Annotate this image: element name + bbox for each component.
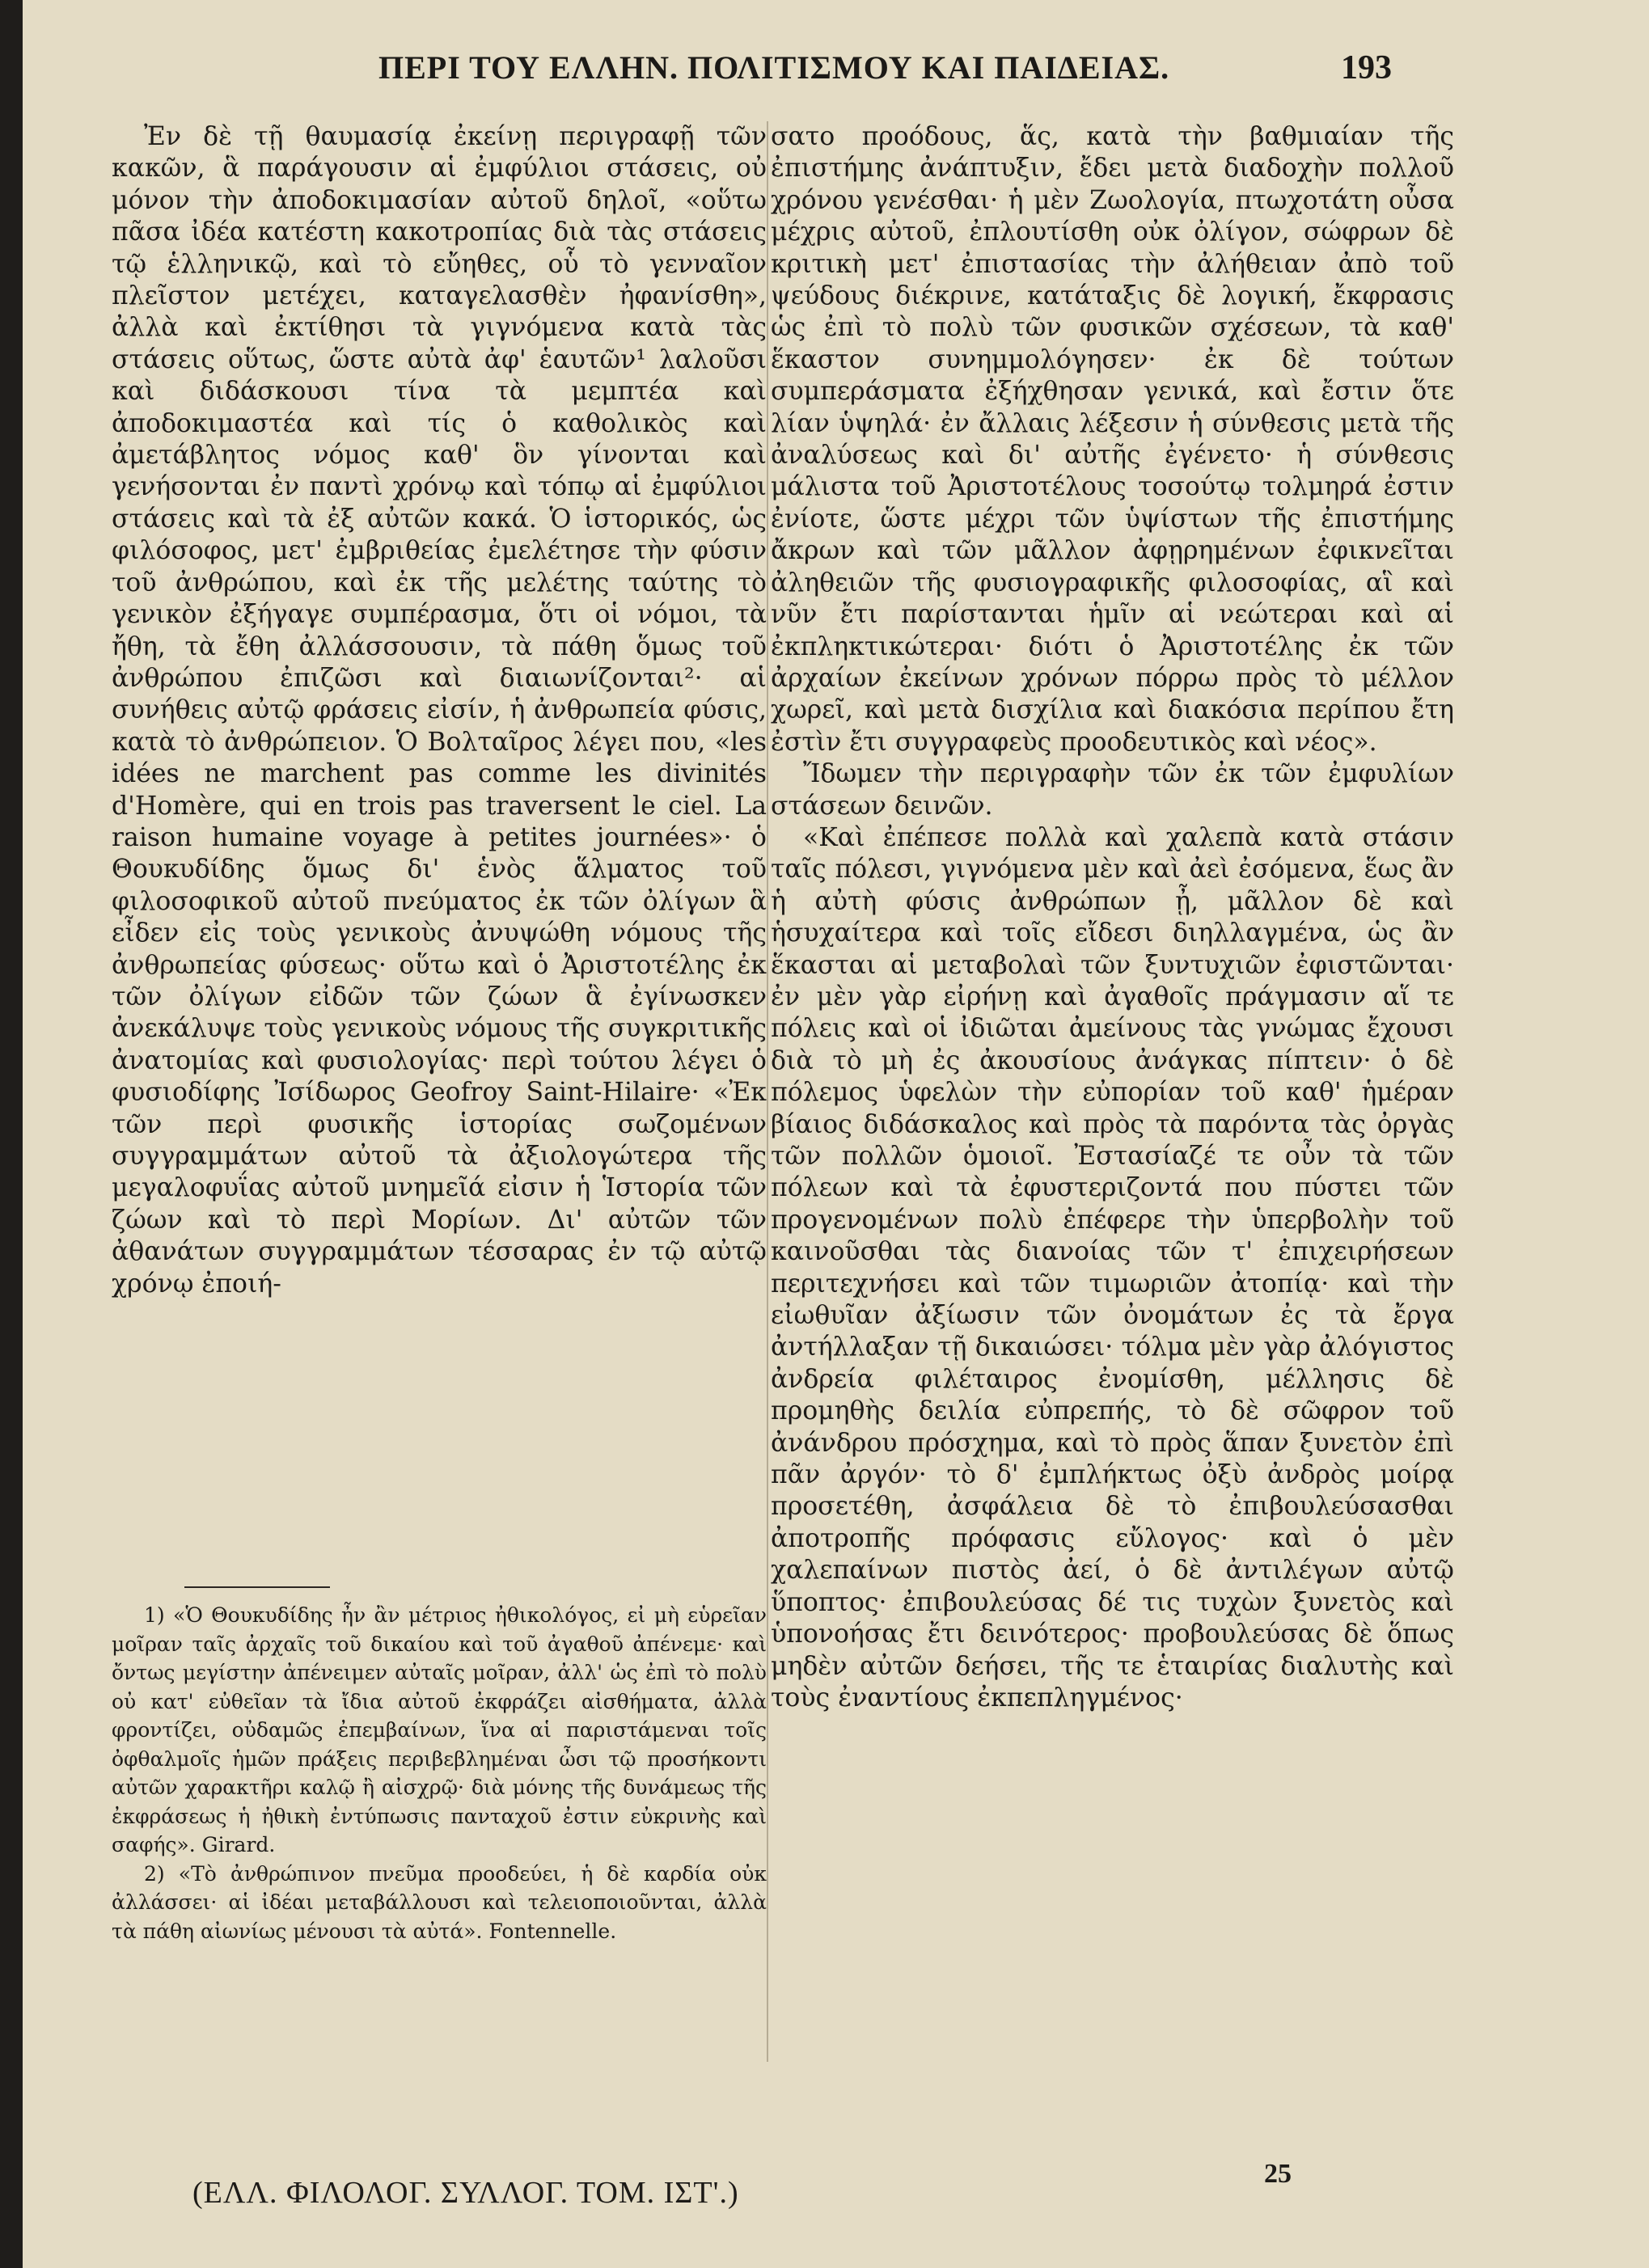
left-column — [112, 121, 767, 1300]
footnotes — [112, 1601, 767, 1945]
footnote-separator — [184, 1586, 330, 1588]
column-divider — [767, 121, 768, 2062]
body-paragraph: Ἴδωμεν τὴν περιγραφὴν τῶν ἐκ τῶν ἐμφυλίων στάσεων δεινῶν. — [771, 759, 1454, 821]
running-head — [23, 49, 1649, 97]
footnote: 1) «Ὁ Θουκυδίδης ἦν ἂν μέτριος ἠθικολόγος, εἰ μὴ εὑρεῖαν μοῖραν ταῖς ἀρχαῖς τοῦ δικαίου καὶ τοῦ ἀγαθοῦ ἀπένεμε· καὶ ὄντως μεγίστην ἀπένειμεν αὐταῖς μοῖραν, ἀλλ' ὡς ἐπὶ τὸ πολὺ οὐ κατ' εὐθεῖαν τὰ ἴδια αὐτοῦ ἐκφράζει αἰσθήματα, ἀλλὰ φροντίζει, οὐδαμῶς ἐπεμβαίνων, ἵνα αἱ παριστάμεναι τοῖς ὀφθαλμοῖς ἡμῶν πράξεις περιβεβλημέναι ὦσι τῷ προσήκοντι αὐτῶν χαρακτῆρι καλῷ ἢ αἰσχρῷ· διὰ μόνης τῆς δυνάμεως τῆς ἐκφράσεως ἡ ἠθικὴ ἐντύπωσις πανταχοῦ ἐστιν εὐκρινὴς καὶ σαφής». Girard. — [112, 1603, 767, 1856]
page-number: 193 — [1341, 49, 1392, 87]
running-title: ΠΕΡΙ ΤΟΥ ΕΛΛΗΝ. ΠΟΛΙΤΙΣΜΟΥ ΚΑΙ ΠΑΙΔΕΙΑΣ. — [378, 49, 1170, 86]
quotation-paragraph: «Καὶ ἐπέπεσε πολλὰ καὶ χαλεπὰ κατὰ στάσιν ταῖς πόλεσι, γιγνόμενα μὲν καὶ ἀεὶ ἐσόμενα, ἕως ἂν ἡ αὐτὴ φύσις ἀνθρώπων ᾖ, μᾶλλον δὲ καὶ ἡσυχαίτερα καὶ τοῖς εἴδεσι διηλλαγμένα, ὡς ἂν ἕκασται αἱ μεταβολαὶ τῶν ξυντυχιῶν ἐφιστῶνται· ἐν μὲν γὰρ εἰρήνῃ καὶ ἀγαθοῖς πράγμασιν αἵ τε πόλεις καὶ οἱ ἰδιῶται ἀμείνους τὰς γνώμας ἔχουσι διὰ τὸ μὴ ἐς ἀκουσίους ἀνάγκας πίπτειν· ὁ δὲ πόλεμος ὑφελὼν τὴν εὐπορίαν τοῦ καθ' ἡμέραν βίαιος διδάσκαλος καὶ πρὸς τὰ παρόντα τὰς ὀργὰς τῶν πολλῶν ὁμοιοῖ. Ἐστασίαζέ τε οὖν τὰ τῶν πόλεων καὶ τὰ ἐφυστεριζοντά που πύστει τῶν προγενομένων πολὺ ἐπέφερε τὴν ὑπερβολὴν τοῦ καινοῦσθαι τὰς διανοίας τῶν τ' ἐπιχειρήσεων περιτεχνήσει καὶ τῶν τιμωριῶν ἀτοπίᾳ· καὶ τὴν εἰωθυῖαν ἀξίωσιν τῶν ὀνομάτων ἐς τὰ ἔργα ἀντήλλαξαν τῇ δικαιώσει· τόλμα μὲν γὰρ ἀλόγιστος ἀνδρεία φιλέταιρος ἐνομίσθη, μέλλησις δὲ προμηθὴς δειλία εὐπρεπής, τὸ δὲ σῶφρον τοῦ ἀνάνδρου πρόσχημα, καὶ τὸ πρὸς ἅπαν ξυνετὸν ἐπὶ πᾶν ἀργόν· τὸ δ' ἐμπλήκτως ὀξὺ ἀνδρὸς μοίρᾳ προσετέθη, ἀσφάλεια δὲ τὸ ἐπιβουλεύσασθαι ἀποτροπῆς πρόφασις εὔλογος· καὶ ὁ μὲν χαλεπαίνων πιστὸς ἀεί, ὁ δὲ ἀντιλέγων αὐτῷ ὕποπτος· ἐπιβουλεύσας δέ τις τυχὼν ξυνετὸς καὶ ὑπονοήσας ἔτι δεινότερος· προβουλεύσας δὲ ὅπως μηδὲν αὐτῶν δεήσει, τῆς τε ἑταιρίας διαλυτὴς καὶ τοὺς ἐναντίους ἐκπεπληγμένος· — [771, 822, 1454, 1713]
printer-signature: (ΕΛΛ. ΦΙΛΟΛΟΓ. ΣΥΛΛΟΓ. ΤΟΜ. ΙΣΤ'.) — [192, 2176, 739, 2210]
right-column — [771, 121, 1454, 1714]
body-paragraph: Ἐν δὲ τῇ θαυμασίᾳ ἐκείνῃ περιγραφῇ τῶν κακῶν, ἃ παράγουσιν αἱ ἐμφύλιοι στάσεις, οὐ μόνον τὴν ἀποδοκιμασίαν αὐτοῦ δηλοῖ, «οὕτω πᾶσα ἰδέα κατέστη κακοτροπίας διὰ τὰς στάσεις τῷ ἑλληνικῷ, καὶ τὸ εὔηθες, οὗ τὸ γενναῖον πλεῖστον μετέχει, καταγελασθὲν ἠφανίσθη», ἀλλὰ καὶ ἐκτίθησι τὰ γιγνόμενα κατὰ τὰς στάσεις οὕτως, ὥστε αὐτὰ ἀφ' ἑαυτῶν¹ λαλοῦσι καὶ διδάσκουσι τίνα τὰ μεμπτέα καὶ ἀποδοκιμαστέα καὶ τίς ὁ καθολικὸς καὶ ἀμετάβλητος νόμος καθ' ὃν γίνονται καὶ γενήσονται ἐν παντὶ χρόνῳ καὶ τόπῳ αἱ ἐμφύλιοι στάσεις καὶ τὰ ἐξ αὐτῶν κακά. Ὁ ἱστορικός, ὡς φιλόσοφος, μετ' ἐμβριθείας ἐμελέτησε τὴν φύσιν τοῦ ἀνθρώπου, καὶ ἐκ τῆς μελέτης ταύτης τὸ γενικὸν ἐξήγαγε συμπέρασμα, ὅτι οἱ νόμοι, τὰ ἤθη, τὰ ἔθη ἀλλάσσουσιν, τὰ πάθη ὅμως τοῦ ἀνθρώπου ἐπιζῶσι καὶ διαιωνίζονται²· αἱ συνήθεις αὐτῷ φράσεις εἰσίν, ἡ ἀνθρωπεία φύσις, κατὰ τὸ ἀνθρώπειον. Ὁ Βολταῖρος λέγει που, «les idées ne marchent pas comme les divinités d'Homère, qui en trois pas traversent le ciel. La raison humaine voyage à petites journées»· ὁ Θουκυδίδης ὅμως δι' ἑνὸς ἅλματος τοῦ φιλοσοφικοῦ αὐτοῦ πνεύματος ἐκ τῶν ὀλίγων ἃ εἶδεν εἰς τοὺς γενικοὺς ἀνυψώθη νόμους τῆς ἀνθρωπείας φύσεως· οὕτω καὶ ὁ Ἀριστοτέλης ἐκ τῶν ὀλίγων εἰδῶν τῶν ζώων ἃ ἐγίνωσκεν ἀνεκάλυψε τοὺς γενικοὺς νόμους τῆς συγκριτικῆς ἀνατομίας καὶ φυσιολογίας· περὶ τούτου λέγει ὁ φυσιοδίφης Ἰσίδωρος Geofroy Saint-Hilaire· «Ἐκ τῶν περὶ φυσικῆς ἱστορίας σωζομένων συγγραμμάτων αὐτοῦ τὰ ἀξιολογώτερα τῆς μεγαλοφυΐας αὐτοῦ μνημεῖά εἰσιν ἡ Ἱστορία τῶν ζώων καὶ τὸ περὶ Μορίων. Δι' αὐτῶν τῶν ἀθανάτων συγγραμμάτων τέσσαρας ἐν τῷ αὐτῷ χρόνῳ ἐποιή- — [112, 122, 767, 1299]
footnote: 2) «Τὸ ἀνθρώπινον πνεῦμα προοδεύει, ἡ δὲ καρδία οὐκ ἀλλάσσει· αἱ ἰδέαι μεταβάλλουσι καὶ τελειοποιοῦνται, ἀλλὰ τὰ πάθη αἰωνίως μένουσι τὰ αὐτά». Fontennelle. — [112, 1861, 767, 1943]
book-page — [23, 0, 1649, 2268]
signature-mark: 25 — [1264, 2159, 1292, 2189]
body-paragraph: σατο προόδους, ἅς, κατὰ τὴν βαθμιαίαν τῆς ἐπιστήμης ἀνάπτυξιν, ἔδει μετὰ διαδοχὴν πολλοῦ χρόνου γενέσθαι· ἡ μὲν Ζωολογία, πτωχοτάτη οὖσα μέχρις αὐτοῦ, ἐπλουτίσθη οὐκ ὀλίγον, σώφρων δὲ κριτικὴ μετ' ἐπιστασίας τὴν ἀλήθειαν ἀπὸ τοῦ ψεύδους διέκρινε, κατάταξις δὲ λογική, ἔκφρασις ὡς ἐπὶ τὸ πολὺ τῶν φυσικῶν σχέσεων, τὰ καθ' ἕκαστον συνημμολόγησεν· ἐκ δὲ τούτων συμπεράσματα ἐξήχθησαν γενικά, καὶ ἔστιν ὅτε λίαν ὑψηλά· ἐν ἄλλαις λέξεσιν ἡ σύνθεσις μετὰ τῆς ἀναλύσεως καὶ δι' αὐτῆς ἐγένετο· ἡ σύνθεσις μάλιστα τοῦ Ἀριστοτέλους τοσούτῳ τολμηρά ἐστιν ἐνίοτε, ὥστε μέχρι τῶν ὑψίστων τῆς ἐπιστήμης ἄκρων καὶ τῶν μᾶλλον ἀφῃρημένων ἐφικνεῖται ἀληθειῶν τῆς φυσιογραφικῆς φιλοσοφίας, αἳ καὶ νῦν ἔτι παρίστανται ἡμῖν αἱ νεώτεραι καὶ αἱ ἐκπληκτικώτεραι· διότι ὁ Ἀριστοτέλης ἐκ τῶν ἀρχαίων ἐκείνων χρόνων πόρρω πρὸς τὸ μέλλον χωρεῖ, καὶ μετὰ δισχίλια καὶ διακόσια περίπου ἔτη ἐστὶν ἔτι συγγραφεὺς προοδευτικὸς καὶ νέος». — [771, 122, 1454, 757]
